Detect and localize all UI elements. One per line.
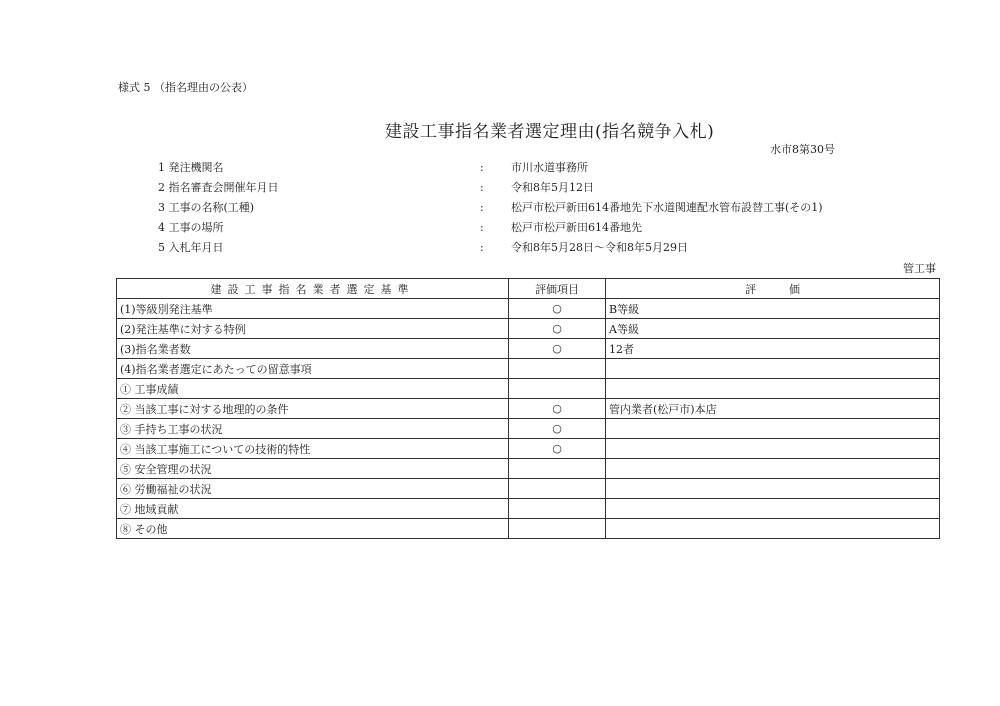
info-value: 松戸市松戸新田614番地先下水道関連配水管布設替工事(その1) bbox=[511, 201, 823, 214]
evaluation-cell bbox=[606, 379, 940, 399]
table-row bbox=[117, 479, 940, 499]
form-number: 様式 5 （指名理由の公表） bbox=[118, 81, 253, 94]
table-row bbox=[117, 499, 940, 519]
criterion-cell: (3)指名業者数 bbox=[117, 339, 509, 359]
header-evaluation: 評 価 bbox=[606, 279, 940, 299]
table-row bbox=[117, 419, 940, 439]
criterion-cell: ⑦ 地域貢献 bbox=[117, 499, 509, 519]
evaluation-cell bbox=[606, 439, 940, 459]
criterion-cell: ⑥ 労働福祉の状況 bbox=[117, 479, 509, 499]
info-separator: : bbox=[480, 241, 484, 254]
criterion-cell: ⑤ 安全管理の状況 bbox=[117, 459, 509, 479]
evaluation-mark-cell: ○ bbox=[509, 339, 606, 359]
document-title: 建設工事指名業者選定理由(指名競争入札) bbox=[385, 122, 715, 142]
evaluation-mark-cell: ○ bbox=[509, 419, 606, 439]
criterion-cell: ① 工事成績 bbox=[117, 379, 509, 399]
info-value: 令和8年5月28日～令和8年5月29日 bbox=[511, 241, 688, 254]
criterion-cell: ③ 手持ち工事の状況 bbox=[117, 419, 509, 439]
info-separator: : bbox=[480, 201, 484, 214]
evaluation-mark-cell: ○ bbox=[509, 299, 606, 319]
info-label: 3 工事の名称(工種) bbox=[158, 201, 255, 214]
table-row bbox=[117, 379, 940, 399]
info-list bbox=[158, 158, 823, 258]
info-separator: : bbox=[480, 161, 484, 174]
table-row bbox=[117, 439, 940, 459]
table-row bbox=[117, 399, 940, 419]
criterion-cell: (1)等級別発注基準 bbox=[117, 299, 509, 319]
info-label: 2 指名審査会開催年月日 bbox=[158, 181, 279, 194]
selection-criteria-table bbox=[116, 278, 940, 539]
criterion-cell: ② 当該工事に対する地理的の条件 bbox=[117, 399, 509, 419]
evaluation-cell bbox=[606, 479, 940, 499]
evaluation-mark-cell bbox=[509, 479, 606, 499]
info-label: 1 発注機関名 bbox=[158, 161, 224, 174]
info-row-bid-date bbox=[158, 238, 758, 258]
evaluation-mark-cell bbox=[509, 359, 606, 379]
header-evaluation-item: 評価項目 bbox=[509, 279, 606, 299]
info-value: 市川水道事務所 bbox=[511, 161, 588, 174]
evaluation-cell bbox=[606, 359, 940, 379]
evaluation-mark-cell: ○ bbox=[509, 439, 606, 459]
info-value: 松戸市松戸新田614番地先 bbox=[511, 221, 642, 234]
evaluation-cell: 管内業者(松戸市)本店 bbox=[606, 399, 940, 419]
evaluation-mark-cell bbox=[509, 379, 606, 399]
criterion-cell: (2)発注基準に対する特例 bbox=[117, 319, 509, 339]
info-separator: : bbox=[480, 221, 484, 234]
info-label: 5 入札年月日 bbox=[158, 241, 224, 254]
table-row bbox=[117, 519, 940, 539]
criterion-cell: ④ 当該工事施工についての技術的特性 bbox=[117, 439, 509, 459]
info-row-agency bbox=[158, 158, 758, 178]
info-row-location bbox=[158, 218, 758, 238]
info-label: 4 工事の場所 bbox=[158, 221, 224, 234]
evaluation-cell: B等級 bbox=[606, 299, 940, 319]
evaluation-cell bbox=[606, 419, 940, 439]
evaluation-cell: A等級 bbox=[606, 319, 940, 339]
evaluation-mark-cell bbox=[509, 519, 606, 539]
evaluation-cell: 12者 bbox=[606, 339, 940, 359]
evaluation-mark-cell: ○ bbox=[509, 319, 606, 339]
info-row-work-name bbox=[158, 198, 823, 218]
info-separator: : bbox=[480, 181, 484, 194]
table-header-row bbox=[117, 279, 940, 299]
criterion-cell: (4)指名業者選定にあたっての留意事項 bbox=[117, 359, 509, 379]
info-value: 令和8年5月12日 bbox=[511, 181, 594, 194]
header-criteria: 建設工事指名業者選定基準 bbox=[117, 279, 509, 299]
evaluation-cell bbox=[606, 519, 940, 539]
table-row bbox=[117, 339, 940, 359]
evaluation-cell bbox=[606, 499, 940, 519]
table-row bbox=[117, 359, 940, 379]
work-category: 管工事 bbox=[903, 262, 936, 275]
table-row bbox=[117, 299, 940, 319]
table-row bbox=[117, 319, 940, 339]
evaluation-mark-cell bbox=[509, 499, 606, 519]
table-row bbox=[117, 459, 940, 479]
evaluation-cell bbox=[606, 459, 940, 479]
evaluation-mark-cell bbox=[509, 459, 606, 479]
evaluation-mark-cell: ○ bbox=[509, 399, 606, 419]
info-row-review-date bbox=[158, 178, 758, 198]
criterion-cell: ⑧ その他 bbox=[117, 519, 509, 539]
reference-number: 水市8第30号 bbox=[770, 143, 835, 156]
